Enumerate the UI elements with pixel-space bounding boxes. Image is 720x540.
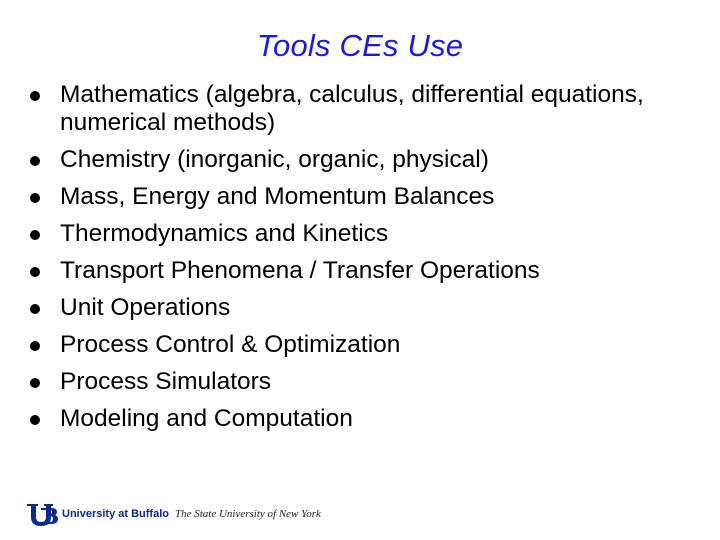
bullet-dot-icon: [30, 267, 40, 277]
bullet-text: Process Simulators: [60, 368, 272, 395]
footer-branding: [25, 500, 321, 528]
bullet-text: Mathematics (algebra, calculus, differential equations, numerical methods): [60, 81, 644, 136]
bullet-item: [30, 220, 690, 248]
bullet-list: [30, 81, 690, 442]
bullet-item: [30, 331, 690, 359]
bullet-item: [30, 257, 690, 285]
bullet-text: Thermodynamics and Kinetics: [60, 220, 389, 247]
bullet-item: [30, 405, 690, 433]
bullet-dot-icon: [30, 91, 40, 101]
bullet-item: [30, 183, 690, 211]
bullet-dot-icon: [30, 304, 40, 314]
bullet-text: Process Control & Optimization: [60, 331, 401, 358]
bullet-dot-icon: [30, 341, 40, 351]
bullet-item: [30, 146, 690, 174]
bullet-item: [30, 81, 690, 137]
slide-title: Tools CEs Use: [256, 28, 464, 63]
bullet-dot-icon: [30, 378, 40, 388]
ub-logo-icon: [25, 501, 59, 527]
university-name: University at Buffalo: [62, 508, 169, 520]
bullet-text: Unit Operations: [60, 294, 231, 321]
bullet-text: Chemistry (inorganic, organic, physical): [60, 146, 489, 173]
bullet-dot-icon: [30, 193, 40, 203]
bullet-text: Modeling and Computation: [60, 405, 353, 432]
bullet-text: Transport Phenomena / Transfer Operations: [60, 257, 540, 284]
bullet-item: [30, 368, 690, 396]
system-name: The State University of New York: [174, 508, 321, 520]
bullet-dot-icon: [30, 415, 40, 425]
bullet-dot-icon: [30, 156, 40, 166]
bullet-dot-icon: [30, 230, 40, 240]
bullet-text: Mass, Energy and Momentum Balances: [60, 183, 495, 210]
bullet-item: [30, 294, 690, 322]
